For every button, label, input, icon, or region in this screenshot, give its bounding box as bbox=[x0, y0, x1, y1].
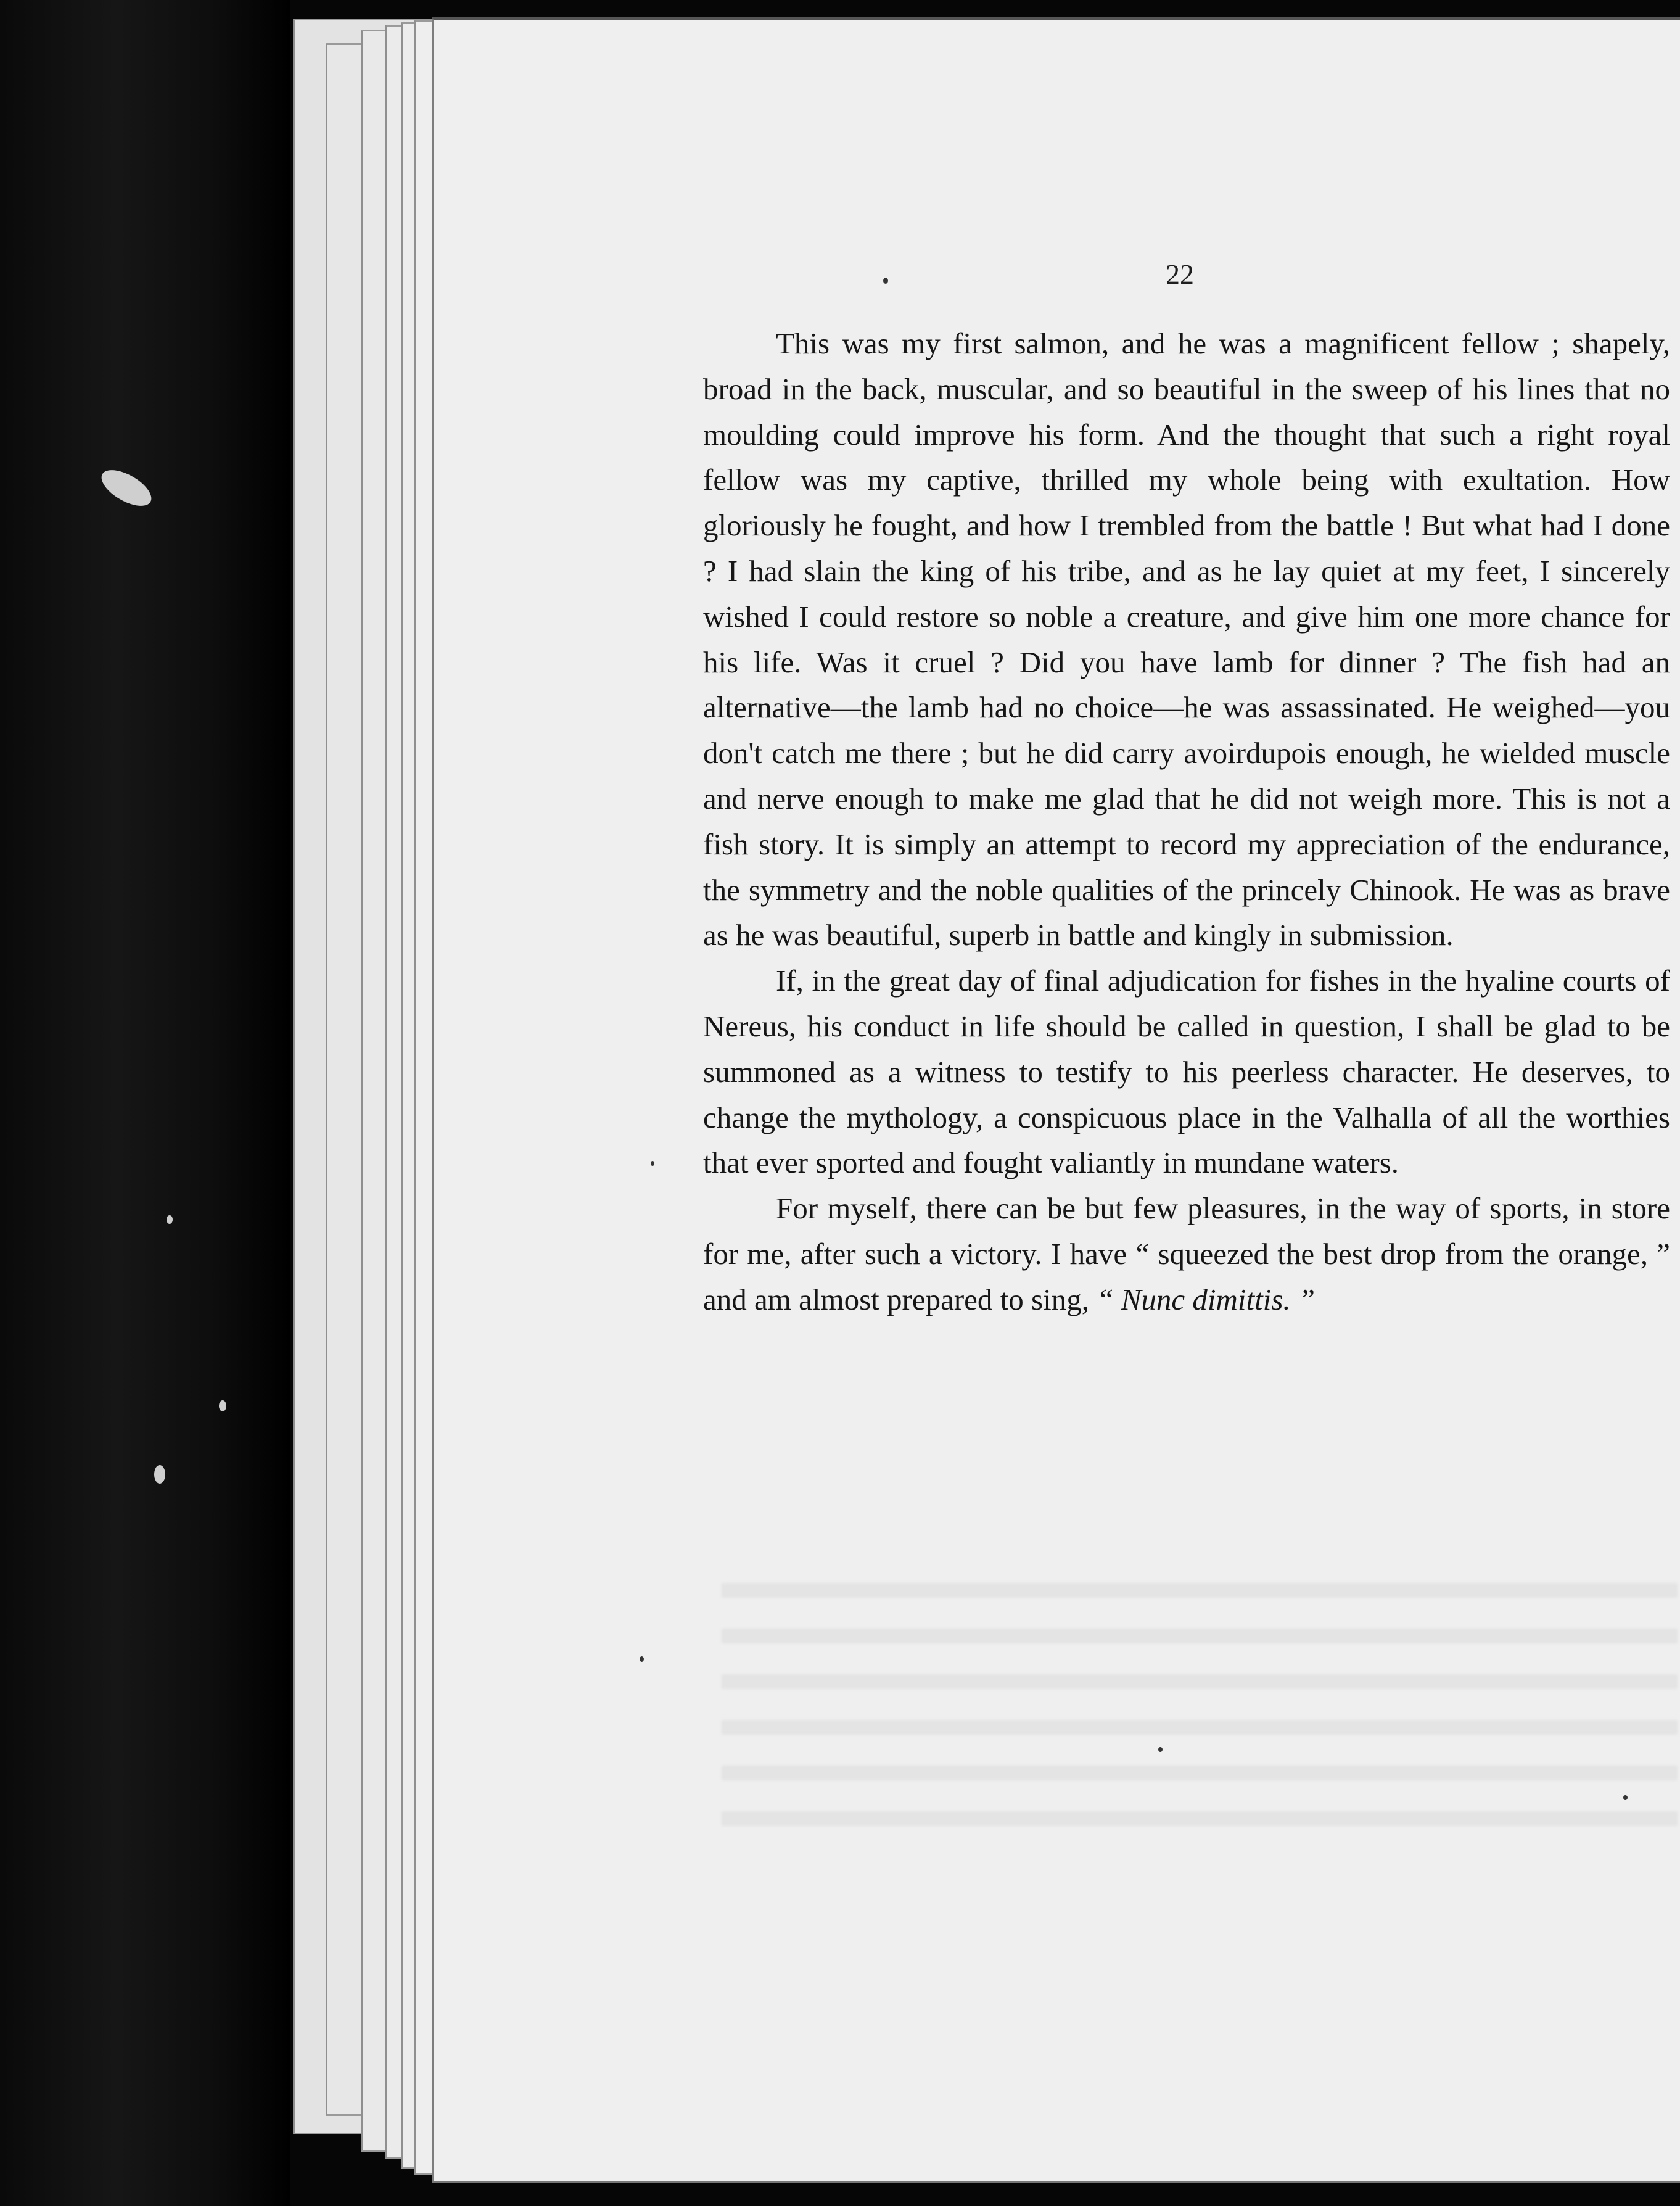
ink-speck bbox=[1623, 1795, 1628, 1800]
page-number: 22 bbox=[1166, 258, 1194, 290]
scan-dark-margin bbox=[0, 0, 290, 2206]
latin-phrase: “ Nunc dimittis. ” bbox=[1097, 1282, 1316, 1316]
dust-speck bbox=[219, 1400, 226, 1411]
page-body bbox=[703, 321, 1670, 1323]
paragraph-text: For myself, there can be but few pleasures, in the way of sports, in store for me, after such a victory. I have “ squeezed the best drop from the orange, ” and am almost prepared to sing, bbox=[703, 1191, 1670, 1316]
dust-speck bbox=[167, 1215, 173, 1224]
paragraph: If, in the great day of final adjudication for fishes in the hyaline courts of Nereus, his conduct in life should be called in question, I shall be glad to be summoned as a witness to testify to his peerless character. He deserves, to change the mythology, a conspicuous place in the Valhalla of all the worthies that ever sported and fought valiantly in mundane waters. bbox=[703, 964, 1670, 1180]
ink-speck bbox=[1158, 1747, 1163, 1752]
bleed-through-text bbox=[722, 1567, 1678, 1826]
paragraph: This was my first salmon, and he was a magnificent fellow ; shapely, broad in the back, muscular, and so beautiful in the sweep of his lines that no moulding could improve his form. And the thought that such a right royal fellow was my captive, thrilled my whole being with exultation. How gloriously he fought, and how I trembled from the battle ! But what had I done ? I had slain the king of his tribe, and as he lay quiet at my feet, I sincerely wished I could restore so noble a creature, and give him one more chance for his life. Was it cruel ? Did you have lamb for dinner ? The fish had an alternative—the lamb had no choice—he was assassinated. He weighed—you don't catch me there ; but he did carry avoirdupois enough, he wielded muscle and nerve enough to make me glad that he did not weigh more. This is not a fish story. It is simply an attempt to record my appreciation of the endurance, the symmetry and the noble qualities of the princely Chinook. He was as brave as he was beautiful, superb in battle and kingly in submission. bbox=[703, 326, 1670, 952]
dust-speck bbox=[96, 463, 157, 513]
ink-speck bbox=[640, 1656, 644, 1662]
ink-speck bbox=[651, 1161, 654, 1166]
ink-speck bbox=[883, 278, 888, 284]
dust-speck bbox=[154, 1465, 165, 1484]
paragraph bbox=[703, 1186, 1670, 1322]
